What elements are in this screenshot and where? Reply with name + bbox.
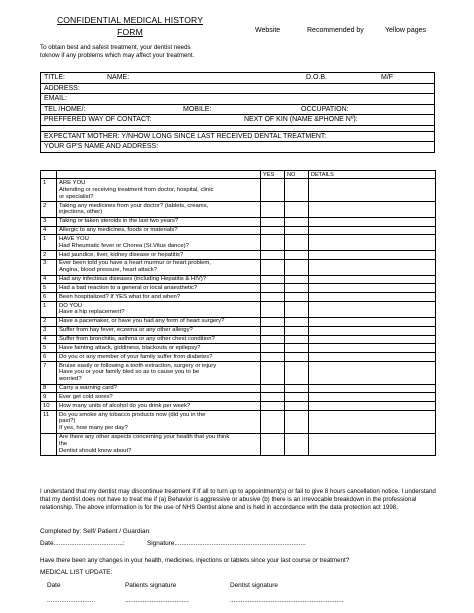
- question-text-line: Ever get cold sores?: [59, 393, 113, 400]
- row-yes-cell[interactable]: [261, 362, 285, 385]
- row-details-cell[interactable]: [309, 202, 436, 218]
- question-text-line: or specialist?: [59, 193, 94, 200]
- question-text-line: Had Rheumatic fever or Chorea (St.Vitus dance)?: [59, 242, 189, 249]
- table-row: [41, 317, 436, 326]
- row-no-cell[interactable]: [285, 393, 309, 402]
- dob-field-label: D.O.B.: [306, 74, 328, 81]
- table-row: [41, 226, 436, 235]
- header-no: NO: [285, 171, 309, 179]
- table-row: [41, 344, 436, 353]
- row-no-cell[interactable]: [285, 362, 309, 385]
- row-no-cell[interactable]: [285, 259, 309, 275]
- row-question: [57, 393, 261, 402]
- intro-text: To obtain best and safest treatment, your dentist needs toknow if any problems which may affect your treatment.: [40, 44, 195, 59]
- header-yes: YES: [261, 171, 285, 179]
- row-no-cell[interactable]: [285, 402, 309, 411]
- question-text-line: Suffer from hay fever, eczema or any other allergy?: [59, 327, 193, 334]
- question-text-line: Do you or any member of your family suffer from diabetes?: [59, 353, 213, 360]
- row-no-cell[interactable]: [285, 317, 309, 326]
- question-text-line: Suffer from bronchitis, asthma or any other chest condition?: [59, 336, 215, 343]
- row-number: 3: [41, 217, 57, 226]
- row-yes-cell[interactable]: [261, 302, 285, 318]
- contact-row-address: [41, 84, 434, 95]
- contact-row-title: [41, 73, 434, 84]
- question-text-line: Dentist should know about?: [59, 447, 132, 454]
- table-row: [41, 275, 436, 284]
- row-question: [57, 302, 261, 318]
- row-details-cell[interactable]: [309, 433, 436, 456]
- contact-row-gp: [41, 142, 434, 153]
- completed-by-label: Completed by: Self/ Patient / Guardian:: [40, 528, 151, 535]
- contact-row-preferred: [41, 115, 434, 126]
- row-yes-cell[interactable]: [261, 259, 285, 275]
- row-number: 2: [41, 202, 57, 218]
- question-text-line: worried?: [59, 376, 82, 383]
- row-details-cell[interactable]: [309, 362, 436, 385]
- question-text-line: ARE YOU: [59, 179, 86, 186]
- row-question: [57, 326, 261, 335]
- dentist-signature-blank-line[interactable]: ................................................................: [230, 597, 344, 604]
- question-text-line: How many units of alcohol do you drink per week?: [59, 402, 191, 409]
- row-details-cell[interactable]: [309, 344, 436, 353]
- title-field-label: TITLE:: [44, 74, 66, 81]
- row-number: 3: [41, 259, 57, 275]
- row-no-cell[interactable]: [285, 353, 309, 362]
- row-question: [57, 433, 261, 456]
- row-no-cell[interactable]: [285, 335, 309, 344]
- column-date-label: Date: [47, 582, 61, 589]
- row-question: [57, 217, 261, 226]
- column-patient-signature-label: Patients signature: [125, 582, 177, 589]
- row-yes-cell[interactable]: [261, 235, 285, 251]
- question-text-line: Have you or your family bled so as to cause you to be: [59, 369, 200, 376]
- row-question: [57, 402, 261, 411]
- row-number: 1: [41, 302, 57, 318]
- row-question: [57, 362, 261, 385]
- medical-list-update-label: MEDICAL LIST UPDATE:: [40, 569, 113, 576]
- question-text-line: Bruise easily or following a tooth extraction, surgery or injury: [59, 362, 217, 369]
- row-yes-cell[interactable]: [261, 344, 285, 353]
- row-yes-cell[interactable]: [261, 326, 285, 335]
- question-text-line: Had any infectious diseases (including Hepatitis & HIV)?: [59, 276, 207, 283]
- row-no-cell[interactable]: [285, 384, 309, 393]
- header-number: [41, 171, 57, 179]
- row-no-cell[interactable]: [285, 275, 309, 284]
- row-yes-cell[interactable]: [261, 353, 285, 362]
- row-details-cell[interactable]: [309, 217, 436, 226]
- row-details-cell[interactable]: [309, 353, 436, 362]
- table-row: [41, 433, 436, 456]
- question-text-line: Angina, blood pressure, heart attack?: [59, 267, 157, 274]
- row-number: 9: [41, 393, 57, 402]
- table-row: [41, 293, 436, 302]
- row-yes-cell[interactable]: [261, 275, 285, 284]
- question-text-line: past?): [59, 418, 76, 425]
- row-number: [41, 433, 57, 456]
- row-details-cell[interactable]: [309, 393, 436, 402]
- row-number: 3: [41, 326, 57, 335]
- row-question: [57, 179, 261, 202]
- expectant-mother-field-label: EXPECTANT MOTHER: Y/NHOW LONG SINCE LAST RECEIVED DENTAL TREATMENT:: [44, 132, 327, 140]
- row-yes-cell[interactable]: [261, 226, 285, 235]
- row-details-cell[interactable]: [309, 284, 436, 293]
- row-details-cell[interactable]: [309, 335, 436, 344]
- row-question: [57, 251, 261, 260]
- question-text-line: injections, other): [59, 209, 103, 216]
- table-row: [41, 326, 436, 335]
- row-question: [57, 335, 261, 344]
- row-yes-cell[interactable]: [261, 393, 285, 402]
- row-details-cell[interactable]: [309, 251, 436, 260]
- question-text-line: Have fainting attack, giddiness, blackouts or epilepsy?: [59, 344, 201, 351]
- question-text-line: Taking any medicines from your doctor? (tablets, creams,: [59, 202, 209, 209]
- gp-field-label: YOUR GP'S NAME AND ADDRESS:: [44, 143, 159, 150]
- row-no-cell[interactable]: [285, 411, 309, 434]
- row-details-cell[interactable]: [309, 326, 436, 335]
- mobile-field-label: MOBILE:: [183, 105, 212, 113]
- form-title: [40, 15, 220, 38]
- row-details-cell[interactable]: [309, 179, 436, 202]
- row-yes-cell[interactable]: [261, 335, 285, 344]
- row-question: [57, 235, 261, 251]
- row-details-cell[interactable]: [309, 384, 436, 393]
- row-question: [57, 275, 261, 284]
- table-row: [41, 202, 436, 218]
- table-row: [41, 251, 436, 260]
- table-row: [41, 384, 436, 393]
- question-text-line: Do you smoke any tobacco products now (did you in the: [59, 411, 206, 418]
- question-text-line: HAVE YOU: [59, 235, 89, 242]
- row-number: 5: [41, 284, 57, 293]
- row-question: [57, 293, 261, 302]
- patient-signature-blank-line[interactable]: ....................................: [125, 597, 189, 604]
- row-question: [57, 353, 261, 362]
- completed-signature-line[interactable]: Signature..........................................................................: [147, 540, 306, 547]
- row-number: 5: [41, 344, 57, 353]
- row-details-cell[interactable]: [309, 235, 436, 251]
- row-number: 2: [41, 251, 57, 260]
- row-yes-cell[interactable]: [261, 433, 285, 456]
- row-details-cell[interactable]: [309, 317, 436, 326]
- contact-details: [40, 72, 435, 153]
- row-no-cell[interactable]: [285, 293, 309, 302]
- row-no-cell[interactable]: [285, 235, 309, 251]
- medical-questions-table: [40, 170, 436, 456]
- row-yes-cell[interactable]: [261, 402, 285, 411]
- row-yes-cell[interactable]: [261, 251, 285, 260]
- sex-field-label: M/F: [381, 74, 394, 81]
- contact-row-expectant: [41, 132, 434, 143]
- question-text-line: Been hospitalized? If YES what for and when?: [59, 293, 181, 300]
- row-number: 10: [41, 402, 57, 411]
- name-field-label: NAME:: [107, 74, 130, 81]
- email-field-label: EMAIL:: [44, 95, 67, 102]
- question-text-line: Had a bad reaction to a general or local anaesthetic?: [59, 284, 198, 291]
- question-text-line: Carry a warning card?: [59, 385, 117, 392]
- address-field-label: ADDRESS:: [44, 84, 80, 92]
- row-details-cell[interactable]: [309, 411, 436, 434]
- row-question: [57, 317, 261, 326]
- next-of-kin-field-label: NEXT OF KIN (NAME &PHONE Nº):: [244, 116, 358, 123]
- question-text-line: Had jaundice, liver, kidney disease or hepatitis?: [59, 251, 184, 258]
- row-number: 6: [41, 293, 57, 302]
- question-text-line: Allergic to any medicines, foods or materials?: [59, 227, 178, 234]
- row-number: 1: [41, 235, 57, 251]
- row-yes-cell[interactable]: [261, 217, 285, 226]
- question-text-line: Taking or taken steroids in the last two years?: [59, 218, 179, 225]
- row-no-cell[interactable]: [285, 433, 309, 456]
- tel-home-field-label: TEL /HOME/:: [44, 105, 86, 113]
- consent-paragraph: I understand that my dentist may discontinue treatment if If all to turn up to appointment(s) or fail to give 8 hours cancellation notice. I understand that my dentist does not have to treat me if (a) Behavior is aggressive or abusive (b) there is an irrevocable breakdown in the professional relationship. The above information is for the use of NHS Dentist alone and is held in accordance with the data protection act 1998.: [40, 488, 436, 511]
- row-number: 8: [41, 384, 57, 393]
- form-title-line1: CONFIDENTIAL MEDICAL HISTORY: [56, 15, 204, 25]
- row-question: [57, 384, 261, 393]
- website-label: Website: [255, 27, 281, 34]
- table-row: [41, 259, 436, 275]
- row-no-cell[interactable]: [285, 251, 309, 260]
- row-number: 4: [41, 335, 57, 344]
- row-no-cell[interactable]: [285, 284, 309, 293]
- table-row: [41, 302, 436, 318]
- row-no-cell[interactable]: [285, 344, 309, 353]
- form-title-line2: FORM: [117, 26, 143, 37]
- row-details-cell[interactable]: [309, 259, 436, 275]
- row-details-cell[interactable]: [309, 226, 436, 235]
- row-details-cell[interactable]: [309, 402, 436, 411]
- row-number: 11: [41, 411, 57, 434]
- row-no-cell[interactable]: [285, 302, 309, 318]
- row-details-cell[interactable]: [309, 275, 436, 284]
- row-no-cell[interactable]: [285, 326, 309, 335]
- question-text-line: the: [59, 440, 68, 447]
- row-question: [57, 259, 261, 275]
- row-no-cell[interactable]: [285, 217, 309, 226]
- row-number: 4: [41, 275, 57, 284]
- table-row: [41, 335, 436, 344]
- question-text-line: DO YOU: [59, 302, 83, 309]
- row-number: 2: [41, 317, 57, 326]
- row-no-cell[interactable]: [285, 202, 309, 218]
- contact-row-phone: [41, 105, 434, 116]
- row-question: [57, 284, 261, 293]
- yellow-pages-label: Yellow pages: [385, 27, 426, 34]
- preferred-contact-field-label: PREFFERED WAY OF CONTACT:: [44, 116, 152, 123]
- question-text-line: Are there any other aspects concerning your health that you think: [59, 434, 230, 441]
- question-text-line: Have a pacemaker, or have you had any form of heart surgery?: [59, 318, 225, 325]
- row-question: [57, 344, 261, 353]
- column-dentist-signature-label: Dentist signature: [230, 582, 278, 589]
- question-text-line: Attending or receiving treatment from doctor, hospital, clinic: [59, 186, 214, 193]
- row-details-cell[interactable]: [309, 302, 436, 318]
- row-number: 1: [41, 179, 57, 202]
- table-row: [41, 411, 436, 434]
- row-yes-cell[interactable]: [261, 384, 285, 393]
- table-header-row: [41, 171, 436, 179]
- changes-question: Have there been any changes in your health, medicines, injections or tablets since your last course or treatment?: [40, 557, 350, 564]
- row-yes-cell[interactable]: [261, 179, 285, 202]
- contact-row-email: [41, 94, 434, 105]
- row-question: [57, 226, 261, 235]
- header-details: DETAILS: [309, 171, 436, 179]
- row-number: 6: [41, 353, 57, 362]
- row-question: [57, 202, 261, 218]
- question-text-line: If yes, how many per day?: [59, 425, 128, 432]
- row-yes-cell[interactable]: [261, 284, 285, 293]
- recommended-by-label: Recommended by: [307, 27, 364, 34]
- row-question: [57, 411, 261, 434]
- table-row: [41, 217, 436, 226]
- question-text-line: Have a hip replacement?: [59, 309, 125, 316]
- table-row: [41, 235, 436, 251]
- table-row: [41, 284, 436, 293]
- row-yes-cell[interactable]: [261, 202, 285, 218]
- table-row: [41, 353, 436, 362]
- table-row: [41, 393, 436, 402]
- occupation-field-label: OCCUPATION:: [301, 105, 349, 113]
- date-blank-line[interactable]: ...........................: [47, 597, 95, 604]
- question-text-line: Ever been told you have a heart murmur or heart problem,: [59, 260, 211, 267]
- row-number: 7: [41, 362, 57, 385]
- row-number: 4: [41, 226, 57, 235]
- completed-date-line[interactable]: Date.......................................:: [40, 540, 125, 547]
- table-row: [41, 179, 436, 202]
- row-yes-cell[interactable]: [261, 411, 285, 434]
- row-no-cell[interactable]: [285, 179, 309, 202]
- row-yes-cell[interactable]: [261, 317, 285, 326]
- row-details-cell[interactable]: [309, 293, 436, 302]
- header-question: [57, 171, 261, 179]
- row-no-cell[interactable]: [285, 226, 309, 235]
- row-yes-cell[interactable]: [261, 293, 285, 302]
- table-row: [41, 362, 436, 385]
- table-row: [41, 402, 436, 411]
